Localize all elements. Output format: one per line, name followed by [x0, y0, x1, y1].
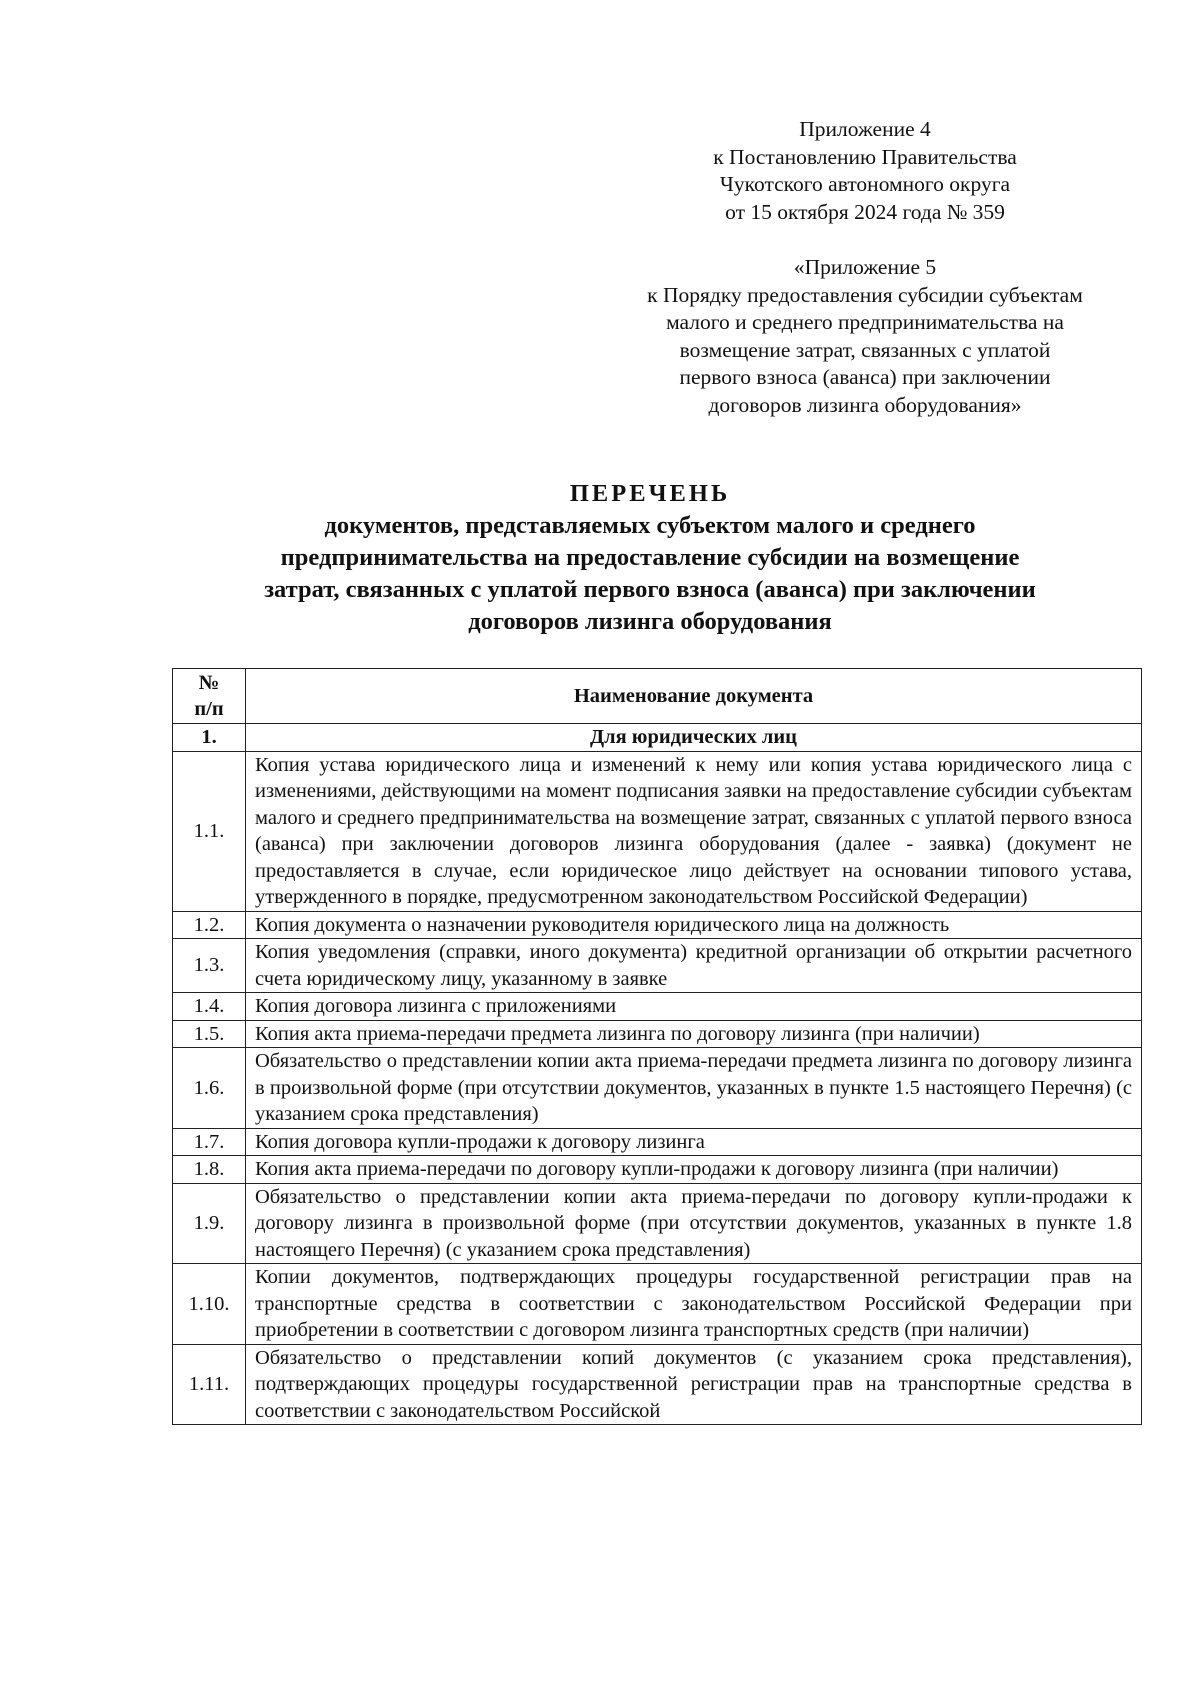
appendix-4-line: Приложение 4: [799, 117, 931, 141]
appendix-5-block: [600, 254, 1130, 419]
row-number: 1.11.: [173, 1344, 246, 1425]
appendix-5-line: «Приложение 5: [793, 255, 937, 279]
document-title: ПЕРЕЧЕНЬ: [569, 480, 731, 507]
column-header-number: [173, 669, 246, 724]
appendix-5-line: малого и среднего предпринимательства на: [666, 310, 1064, 334]
table-header-row: [173, 669, 1142, 724]
row-document-name: Копия акта приема-передачи предмета лизинга по договору лизинга (при наличии): [246, 1020, 1142, 1048]
row-document-name: Копия документа о назначении руководителя юридического лица на должность: [246, 911, 1142, 939]
row-document-name: Обязательство о представлении копии акта приема-передачи по договору купли-продажи к договору лизинга в произвольной форме (при отсутствии документов, указанных в пункте 1.8 настоящего Перечня) (с указанием срока представления): [246, 1183, 1142, 1264]
appendix-4-line: от 15 октября 2024 года № 359: [725, 199, 1005, 224]
row-document-name: Копия договора купли-продажи к договору лизинга: [246, 1128, 1142, 1156]
row-number: 1.9.: [173, 1183, 246, 1264]
section-row: [173, 724, 1142, 752]
table-row: [173, 993, 1142, 1021]
appendix-4-line: к Постановлению Правительства: [713, 144, 1017, 169]
table-row: [173, 1020, 1142, 1048]
appendix-5-line: возмещение затрат, связанных с уплатой: [679, 337, 1051, 362]
table-row: [173, 1156, 1142, 1184]
row-number: 1.1.: [173, 751, 246, 911]
table-row: [173, 1128, 1142, 1156]
appendix-4-line: Чукотского автономного округа: [719, 172, 1011, 196]
appendix-5-line: договоров лизинга оборудования»: [708, 392, 1022, 417]
document-subtitle-line: затрат, связанных с уплатой первого взноса (аванса) при заключении: [264, 576, 1036, 603]
row-number: 1.4.: [173, 993, 246, 1021]
table-row: [173, 1344, 1142, 1425]
row-number: 1.7.: [173, 1128, 246, 1156]
table-row: [173, 939, 1142, 993]
column-header-number-line: п/п: [194, 698, 224, 720]
column-header-name: Наименование документа: [246, 669, 1142, 724]
row-document-name: Копии документов, подтверждающих процедуры государственной регистрации прав на транспортные средства в соответствии с законодательством Российской Федерации при приобретении в соответствии с договором лизинга транспортных средств (при наличии): [246, 1264, 1142, 1345]
table-row: [173, 751, 1142, 911]
row-number: 1.6.: [173, 1048, 246, 1129]
table-row: [173, 1264, 1142, 1345]
table-row: [173, 911, 1142, 939]
row-number: 1.2.: [173, 911, 246, 939]
document-subtitle-line: документов, представляемых субъектом малого и среднего: [324, 512, 976, 539]
row-number: 1.10.: [173, 1264, 246, 1345]
row-document-name: Обязательство о представлении копии акта приема-передачи предмета лизинга по договору лизинга в произвольной форме (при отсутствии документов, указанных в пункте 1.5 настоящего Перечня) (с указанием срока представления): [246, 1048, 1142, 1129]
row-number: 1.3.: [173, 939, 246, 993]
document-subtitle-line: договоров лизинга оборудования: [468, 608, 832, 635]
row-document-name: Копия уведомления (справки, иного документа) кредитной организации об открытии расчетного счета юридическому лицу, указанному в заявке: [246, 939, 1142, 993]
row-document-name: Обязательство о представлении копий документов (с указанием срока представления), подтверждающих процедуры государственной регистрации прав на транспортные средства в соответствии с законодательством Российской: [246, 1344, 1142, 1425]
row-document-name: Копия договора лизинга с приложениями: [246, 993, 1142, 1021]
appendix-5-line: первого взноса (аванса) при заключении: [679, 365, 1051, 389]
appendix-5-line: к Порядку предоставления субсидии субъектам: [647, 282, 1083, 307]
table-row: [173, 1183, 1142, 1264]
document-heading: [150, 478, 1150, 638]
table-row: [173, 1048, 1142, 1129]
row-document-name: Копия акта приема-передачи по договору купли-продажи к договору лизинга (при наличии): [246, 1156, 1142, 1184]
row-number: 1.5.: [173, 1020, 246, 1048]
section-title: Для юридических лиц: [246, 724, 1142, 752]
document-subtitle-line: предпринимательства на предоставление субсидии на возмещение: [280, 544, 1020, 571]
appendix-4-block: [650, 116, 1080, 226]
section-number: 1.: [173, 724, 246, 752]
documents-table: [172, 668, 1142, 1425]
row-document-name: Копия устава юридического лица и изменений к нему или копия устава юридического лица с изменениями, действующими на момент подписания заявки на предоставление субсидии субъектам малого и среднего предпринимательства на возмещение затрат, связанных с уплатой первого взноса (аванса) при заключении договоров лизинга оборудования (далее - заявка) (документ не предоставляется в случае, если юридическое лицо действует на основании типового устава, утвержденного в порядке, предусмотренном законодательством Российской Федерации): [246, 751, 1142, 911]
column-header-number-line: №: [198, 671, 220, 694]
row-number: 1.8.: [173, 1156, 246, 1184]
